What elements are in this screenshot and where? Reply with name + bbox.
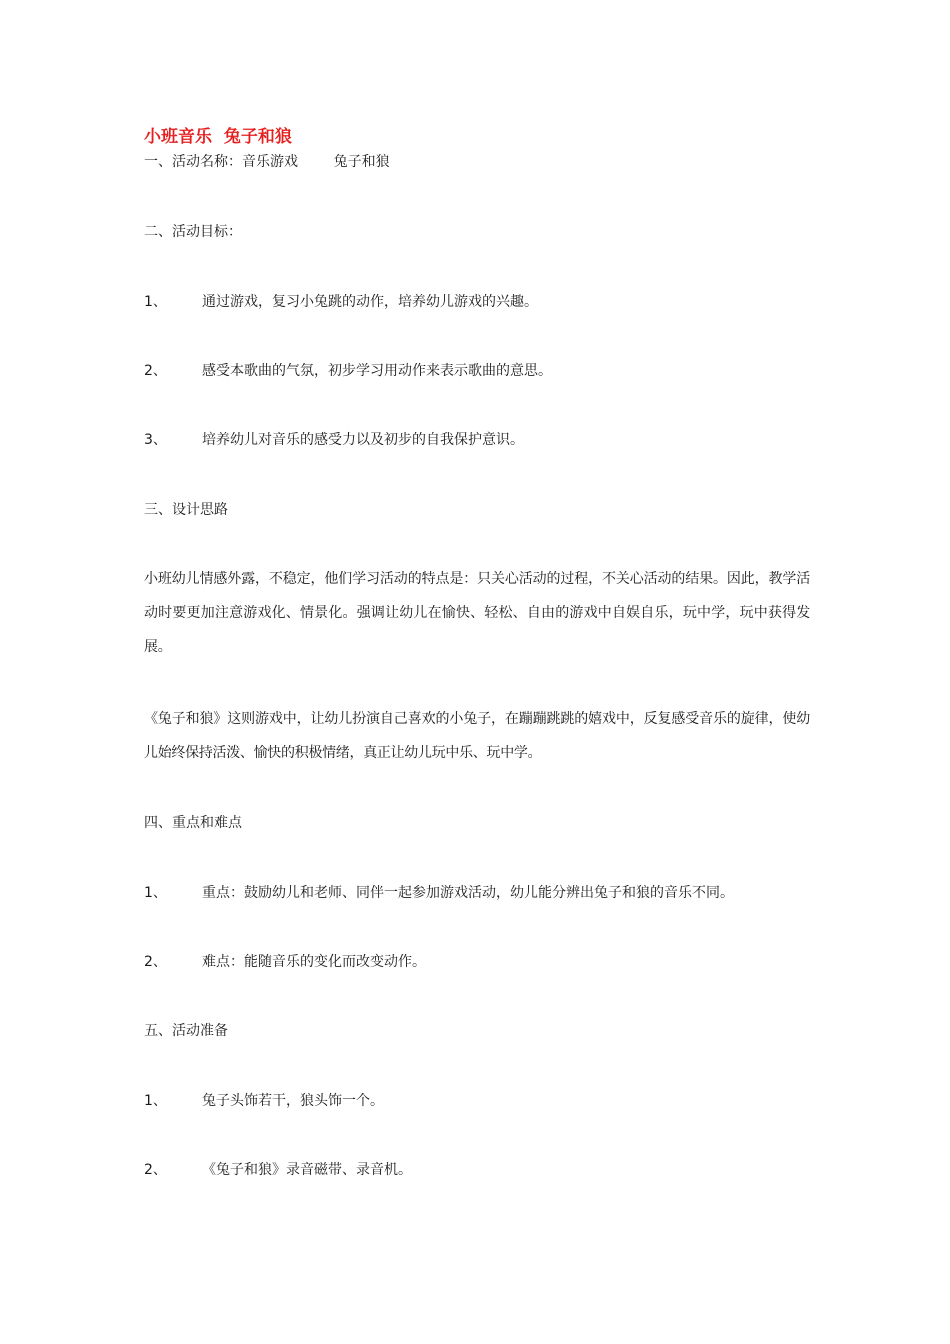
section-goals-heading: 二、活动目标： xyxy=(144,224,242,240)
goal-number: 1、 xyxy=(144,294,167,310)
focus-text: 重点：鼓励幼儿和老师、同伴一起参加游戏活动，幼儿能分辨出兔子和狼的音乐不同。 xyxy=(202,885,734,901)
focus-item-2 xyxy=(144,952,426,972)
design-paragraph-1: 小班幼儿情感外露，不稳定，他们学习活动的特点是：只关心活动的过程，不关心活动的结果。因此，教学活动时要更加注意游戏化、情景化。强调让幼儿在愉快、轻松、自由的游戏中自娱自乐，玩中学，玩中获得发展。 xyxy=(144,571,810,655)
focus-item-1 xyxy=(144,883,734,903)
goal-item-3 xyxy=(144,430,524,450)
goal-text: 感受本歌曲的气氛，初步学习用动作来表示歌曲的意思。 xyxy=(202,363,552,379)
section-focus-heading: 四、重点和难点 xyxy=(144,815,242,831)
prep-number: 1、 xyxy=(144,1093,167,1109)
prep-number: 2、 xyxy=(144,1162,167,1178)
section-design-heading: 三、设计思路 xyxy=(144,502,228,518)
goal-text: 培养幼儿对音乐的感受力以及初步的自我保护意识。 xyxy=(202,432,524,448)
goal-number: 2、 xyxy=(144,363,167,379)
goal-item-2 xyxy=(144,361,552,381)
document-title: 小班音乐 兔子和狼 xyxy=(144,127,292,147)
activity-name-line: 一、活动名称：音乐游戏 兔子和狼 xyxy=(144,154,390,170)
goal-item-1 xyxy=(144,292,538,312)
focus-text: 难点：能随音乐的变化而改变动作。 xyxy=(202,954,426,970)
design-paragraph-2: 《兔子和狼》这则游戏中，让幼儿扮演自己喜欢的小兔子，在蹦蹦跳跳的嬉戏中，反复感受音乐的旋律，使幼儿始终保持活泼、愉快的积极情绪，真正让幼儿玩中乐、玩中学。 xyxy=(144,711,810,761)
focus-number: 1、 xyxy=(144,885,167,901)
focus-number: 2、 xyxy=(144,954,167,970)
goal-text: 通过游戏，复习小兔跳的动作，培养幼儿游戏的兴趣。 xyxy=(202,294,538,310)
prep-item-1 xyxy=(144,1091,384,1111)
section-prep-heading: 五、活动准备 xyxy=(144,1023,228,1039)
prep-text: 《兔子和狼》录音磁带、录音机。 xyxy=(202,1162,412,1178)
prep-item-2 xyxy=(144,1160,412,1180)
goal-number: 3、 xyxy=(144,432,167,448)
prep-text: 兔子头饰若干，狼头饰一个。 xyxy=(202,1093,384,1109)
